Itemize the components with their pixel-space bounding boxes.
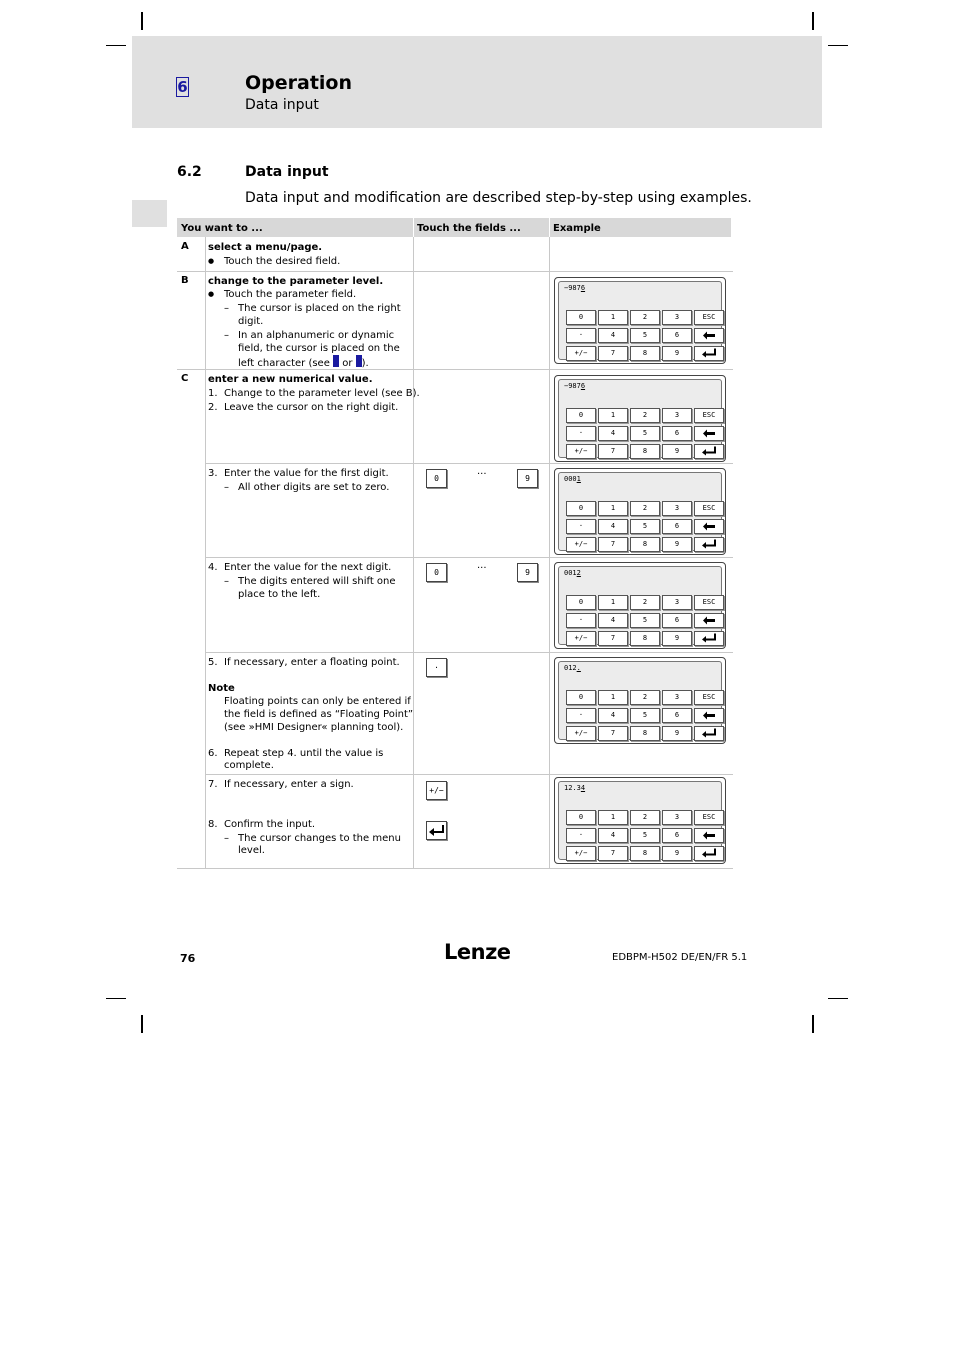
keypad-key[interactable]: ESC [694, 501, 724, 516]
cursor-digit: . [576, 664, 581, 672]
row-divider [177, 868, 733, 869]
keypad-key[interactable]: 9 [662, 631, 692, 646]
keypad-key[interactable]: · [566, 328, 596, 343]
arrow-left-icon [702, 831, 716, 840]
section-intro: Data input and modification are described step-by-step using examples. [245, 190, 752, 206]
page-number: 76 [180, 952, 196, 965]
touch-key-sign[interactable]: +/− [426, 781, 447, 800]
keypad-key[interactable]: 9 [662, 346, 692, 361]
keypad-key[interactable]: 2 [630, 595, 660, 610]
step-number: 2. [208, 402, 218, 413]
keypad-key[interactable]: 8 [630, 346, 660, 361]
touch-ellipsis: ... [477, 560, 487, 571]
keypad-key[interactable]: ESC [694, 810, 724, 825]
page-title: Operation [245, 72, 353, 94]
keypad-key[interactable]: 7 [598, 726, 628, 741]
keypad-key[interactable]: 8 [630, 537, 660, 552]
keypad-key[interactable]: 7 [598, 846, 628, 861]
keypad-screen [558, 281, 722, 360]
keypad-key[interactable]: 6 [662, 613, 692, 628]
keypad-key[interactable]: 0 [566, 690, 596, 705]
keypad-key[interactable]: 8 [630, 726, 660, 741]
detail-text-mid: or [339, 358, 356, 369]
touch-key-0[interactable]: 0 [426, 563, 447, 582]
page-subtitle: Data input [245, 97, 319, 113]
touch-key-enter[interactable] [426, 821, 447, 840]
crop-mark [812, 12, 814, 30]
keypad-key[interactable]: +/− [566, 346, 596, 361]
step-text: Enter the value for the next digit. [224, 562, 392, 573]
keypad-key[interactable]: 7 [598, 346, 628, 361]
header-band [132, 36, 822, 128]
step-text: Enter the value for the first digit. [224, 468, 389, 479]
bullet-text: Touch the desired field. [224, 256, 341, 267]
keypad-key[interactable]: 6 [662, 519, 692, 534]
keypad-display: 0001 [564, 475, 581, 483]
step-number: 8. [208, 819, 218, 830]
keypad-key[interactable]: +/− [566, 631, 596, 646]
crop-mark [828, 998, 848, 999]
detail-text: All other digits are set to zero. [238, 482, 390, 493]
keypad-key[interactable]: · [566, 519, 596, 534]
keypad-key[interactable]: 5 [630, 426, 660, 441]
crop-mark [141, 12, 143, 30]
keypad-key[interactable]: 4 [598, 828, 628, 843]
backspace-key[interactable] [694, 613, 724, 628]
keypad-key[interactable]: 5 [630, 519, 660, 534]
enter-key[interactable] [694, 444, 724, 459]
enter-icon [701, 539, 717, 549]
keypad-key[interactable]: 5 [630, 613, 660, 628]
keypad-key[interactable]: 9 [662, 846, 692, 861]
keypad-panel [554, 777, 726, 864]
keypad-panel [554, 657, 726, 744]
note-text: (see »HMI Designer« planning tool). [224, 722, 404, 733]
keypad-key[interactable]: 3 [662, 810, 692, 825]
cursor-digit: 6 [580, 284, 586, 292]
row-title: change to the parameter level. [208, 276, 384, 287]
keypad-screen [558, 472, 722, 551]
keypad-key[interactable]: 0 [566, 810, 596, 825]
detail-text: The digits entered will shift one [238, 576, 396, 587]
backspace-key[interactable] [694, 519, 724, 534]
row-letter: C [181, 373, 189, 384]
crop-mark [141, 1015, 143, 1033]
keypad-key[interactable]: 3 [662, 595, 692, 610]
section-number: 6.2 [177, 164, 202, 180]
keypad-display: 0012 [564, 569, 581, 577]
arrow-left-icon [702, 429, 716, 438]
cursor-digit: 6 [580, 382, 586, 390]
keypad-key[interactable]: 9 [662, 537, 692, 552]
keypad-key[interactable]: 7 [598, 537, 628, 552]
section-title: Data input [245, 164, 329, 180]
keypad-key[interactable]: 5 [630, 828, 660, 843]
dash: – [224, 482, 229, 493]
row-divider [205, 652, 733, 653]
keypad-key[interactable]: +/− [566, 846, 596, 861]
cursor-digit: 1 [576, 475, 581, 483]
row-divider [177, 271, 733, 272]
keypad-display: 12.34 [564, 784, 586, 792]
dash: – [224, 576, 229, 587]
keypad-screen [558, 781, 722, 860]
crop-mark [106, 998, 126, 999]
keypad-screen [558, 379, 722, 458]
bullet-text: Touch the parameter field. [224, 289, 357, 300]
keypad-panel [554, 375, 726, 462]
keypad-display: −9876 [564, 284, 586, 292]
keypad-key[interactable]: 4 [598, 519, 628, 534]
touch-key-0[interactable]: 0 [426, 469, 447, 488]
row-title: select a menu/page. [208, 242, 323, 253]
keypad-key[interactable]: ESC [694, 310, 724, 325]
keypad-key[interactable]: 2 [630, 501, 660, 516]
document-id: EDBPM-H502 DE/EN/FR 5.1 [612, 952, 748, 963]
column-header-touch: Touch the fields ... [417, 223, 521, 234]
keypad-display: 012. [564, 664, 581, 672]
keypad-panel [554, 468, 726, 555]
touch-key-point[interactable]: · [426, 658, 447, 677]
keypad-key[interactable]: ESC [694, 690, 724, 705]
cursor-digit: 4 [580, 784, 586, 792]
backspace-key[interactable] [694, 828, 724, 843]
keypad-key[interactable]: 2 [630, 690, 660, 705]
step-number: 6. [208, 748, 218, 759]
detail-text: The cursor is placed on the right [238, 303, 401, 314]
detail-text-post: ). [361, 358, 369, 369]
detail-text: In an alphanumeric or dynamic [238, 330, 395, 341]
step-number: 4. [208, 562, 218, 573]
arrow-left-icon [702, 711, 716, 720]
keypad-key[interactable]: 3 [662, 690, 692, 705]
enter-key[interactable] [694, 631, 724, 646]
note-text: Floating points can only be entered if [224, 696, 411, 707]
keypad-display: −9876 [564, 382, 586, 390]
keypad-key[interactable]: 0 [566, 595, 596, 610]
keypad-key[interactable]: 1 [598, 690, 628, 705]
chapter-number: 6 [177, 78, 188, 96]
detail-text: digit. [238, 316, 264, 327]
keypad-screen [558, 661, 722, 740]
keypad-key[interactable]: ESC [694, 595, 724, 610]
arrow-left-icon [702, 331, 716, 340]
detail-text: level. [238, 845, 265, 856]
keypad-key[interactable]: 3 [662, 501, 692, 516]
keypad-key[interactable]: 0 [566, 408, 596, 423]
bullet: ● [208, 257, 215, 265]
step-text: If necessary, enter a sign. [224, 779, 354, 790]
keypad-key[interactable]: 9 [662, 444, 692, 459]
keypad-key[interactable]: 5 [630, 708, 660, 723]
step-number: 1. [208, 388, 218, 399]
step-text: Change to the parameter level (see B). [224, 388, 420, 399]
bullet: ● [208, 290, 215, 298]
step-number: 3. [208, 468, 218, 479]
keypad-panel [554, 277, 726, 364]
keypad-key[interactable]: 6 [662, 328, 692, 343]
crop-mark [812, 1015, 814, 1033]
detail-text: place to the left. [238, 589, 321, 600]
backspace-key[interactable] [694, 328, 724, 343]
enter-icon [428, 824, 445, 837]
row-divider [205, 774, 733, 775]
keypad-key[interactable]: 9 [662, 726, 692, 741]
backspace-key[interactable] [694, 426, 724, 441]
enter-icon [701, 633, 717, 643]
column-header-example: Example [553, 223, 601, 234]
keypad-key[interactable]: · [566, 828, 596, 843]
keypad-key[interactable]: 7 [598, 444, 628, 459]
keypad-key[interactable]: 4 [598, 708, 628, 723]
step-number: 5. [208, 657, 218, 668]
keypad-key[interactable]: 0 [566, 501, 596, 516]
row-divider [205, 557, 733, 558]
keypad-key[interactable]: 8 [630, 846, 660, 861]
keypad-key[interactable]: 5 [630, 328, 660, 343]
backspace-key[interactable] [694, 708, 724, 723]
detail-text [238, 355, 369, 370]
keypad-key[interactable]: 3 [662, 408, 692, 423]
keypad-key[interactable]: · [566, 708, 596, 723]
keypad-key[interactable]: ESC [694, 408, 724, 423]
keypad-screen [558, 566, 722, 645]
keypad-key[interactable]: +/− [566, 726, 596, 741]
detail-text-pre: left character (see [238, 358, 334, 369]
dash: – [224, 833, 229, 844]
keypad-key[interactable]: 2 [630, 810, 660, 825]
keypad-key[interactable]: 8 [630, 631, 660, 646]
table-header [177, 218, 731, 237]
touch-ellipsis: ... [477, 466, 487, 477]
keypad-key[interactable]: 1 [598, 501, 628, 516]
enter-key[interactable] [694, 726, 724, 741]
step-text: Leave the cursor on the right digit. [224, 402, 399, 413]
keypad-key[interactable]: 1 [598, 810, 628, 825]
detail-text: The cursor changes to the menu [238, 833, 401, 844]
column-header-want: You want to ... [181, 223, 263, 234]
step-number: 7. [208, 779, 218, 790]
enter-key[interactable] [694, 846, 724, 861]
enter-icon [701, 728, 717, 738]
enter-icon [701, 446, 717, 456]
cursor-digit: 2 [576, 569, 581, 577]
step-text: complete. [224, 760, 274, 771]
keypad-key[interactable]: 4 [598, 426, 628, 441]
dash: – [224, 330, 229, 341]
brand-logo: Lenze [444, 940, 511, 964]
keypad-key[interactable]: 1 [598, 595, 628, 610]
crop-mark [106, 45, 126, 46]
keypad-key[interactable]: 1 [598, 310, 628, 325]
keypad-key[interactable]: +/− [566, 444, 596, 459]
step-text: If necessary, enter a floating point. [224, 657, 400, 668]
step-text: Repeat step 4. until the value is [224, 748, 384, 759]
keypad-key[interactable]: 3 [662, 310, 692, 325]
enter-icon [701, 848, 717, 858]
row-divider [205, 463, 733, 464]
row-letter: A [181, 241, 189, 252]
keypad-key[interactable]: · [566, 426, 596, 441]
keypad-key[interactable]: 4 [598, 328, 628, 343]
row-title: enter a new numerical value. [208, 374, 373, 385]
keypad-key[interactable]: 0 [566, 310, 596, 325]
enter-key[interactable] [694, 537, 724, 552]
keypad-key[interactable]: 2 [630, 408, 660, 423]
keypad-panel [554, 562, 726, 649]
keypad-key[interactable]: 1 [598, 408, 628, 423]
detail-text: field, the cursor is placed on the [238, 343, 400, 354]
keypad-key[interactable]: 6 [662, 426, 692, 441]
crop-mark [828, 45, 848, 46]
note-label: Note [208, 683, 235, 694]
keypad-key[interactable]: 6 [662, 708, 692, 723]
enter-key[interactable] [694, 346, 724, 361]
row-letter: B [181, 275, 189, 286]
enter-icon [701, 348, 717, 358]
keypad-key[interactable]: +/− [566, 537, 596, 552]
touch-key-9[interactable]: 9 [517, 563, 538, 582]
keypad-key[interactable]: 7 [598, 631, 628, 646]
dash: – [224, 303, 229, 314]
keypad-key[interactable]: 6 [662, 828, 692, 843]
keypad-key[interactable]: · [566, 613, 596, 628]
arrow-left-icon [702, 616, 716, 625]
touch-key-9[interactable]: 9 [517, 469, 538, 488]
keypad-key[interactable]: 4 [598, 613, 628, 628]
note-text: the field is defined as “Floating Point” [224, 709, 414, 720]
step-text: Confirm the input. [224, 819, 316, 830]
keypad-key[interactable]: 8 [630, 444, 660, 459]
side-tab [132, 200, 167, 227]
arrow-left-icon [702, 522, 716, 531]
keypad-key[interactable]: 2 [630, 310, 660, 325]
